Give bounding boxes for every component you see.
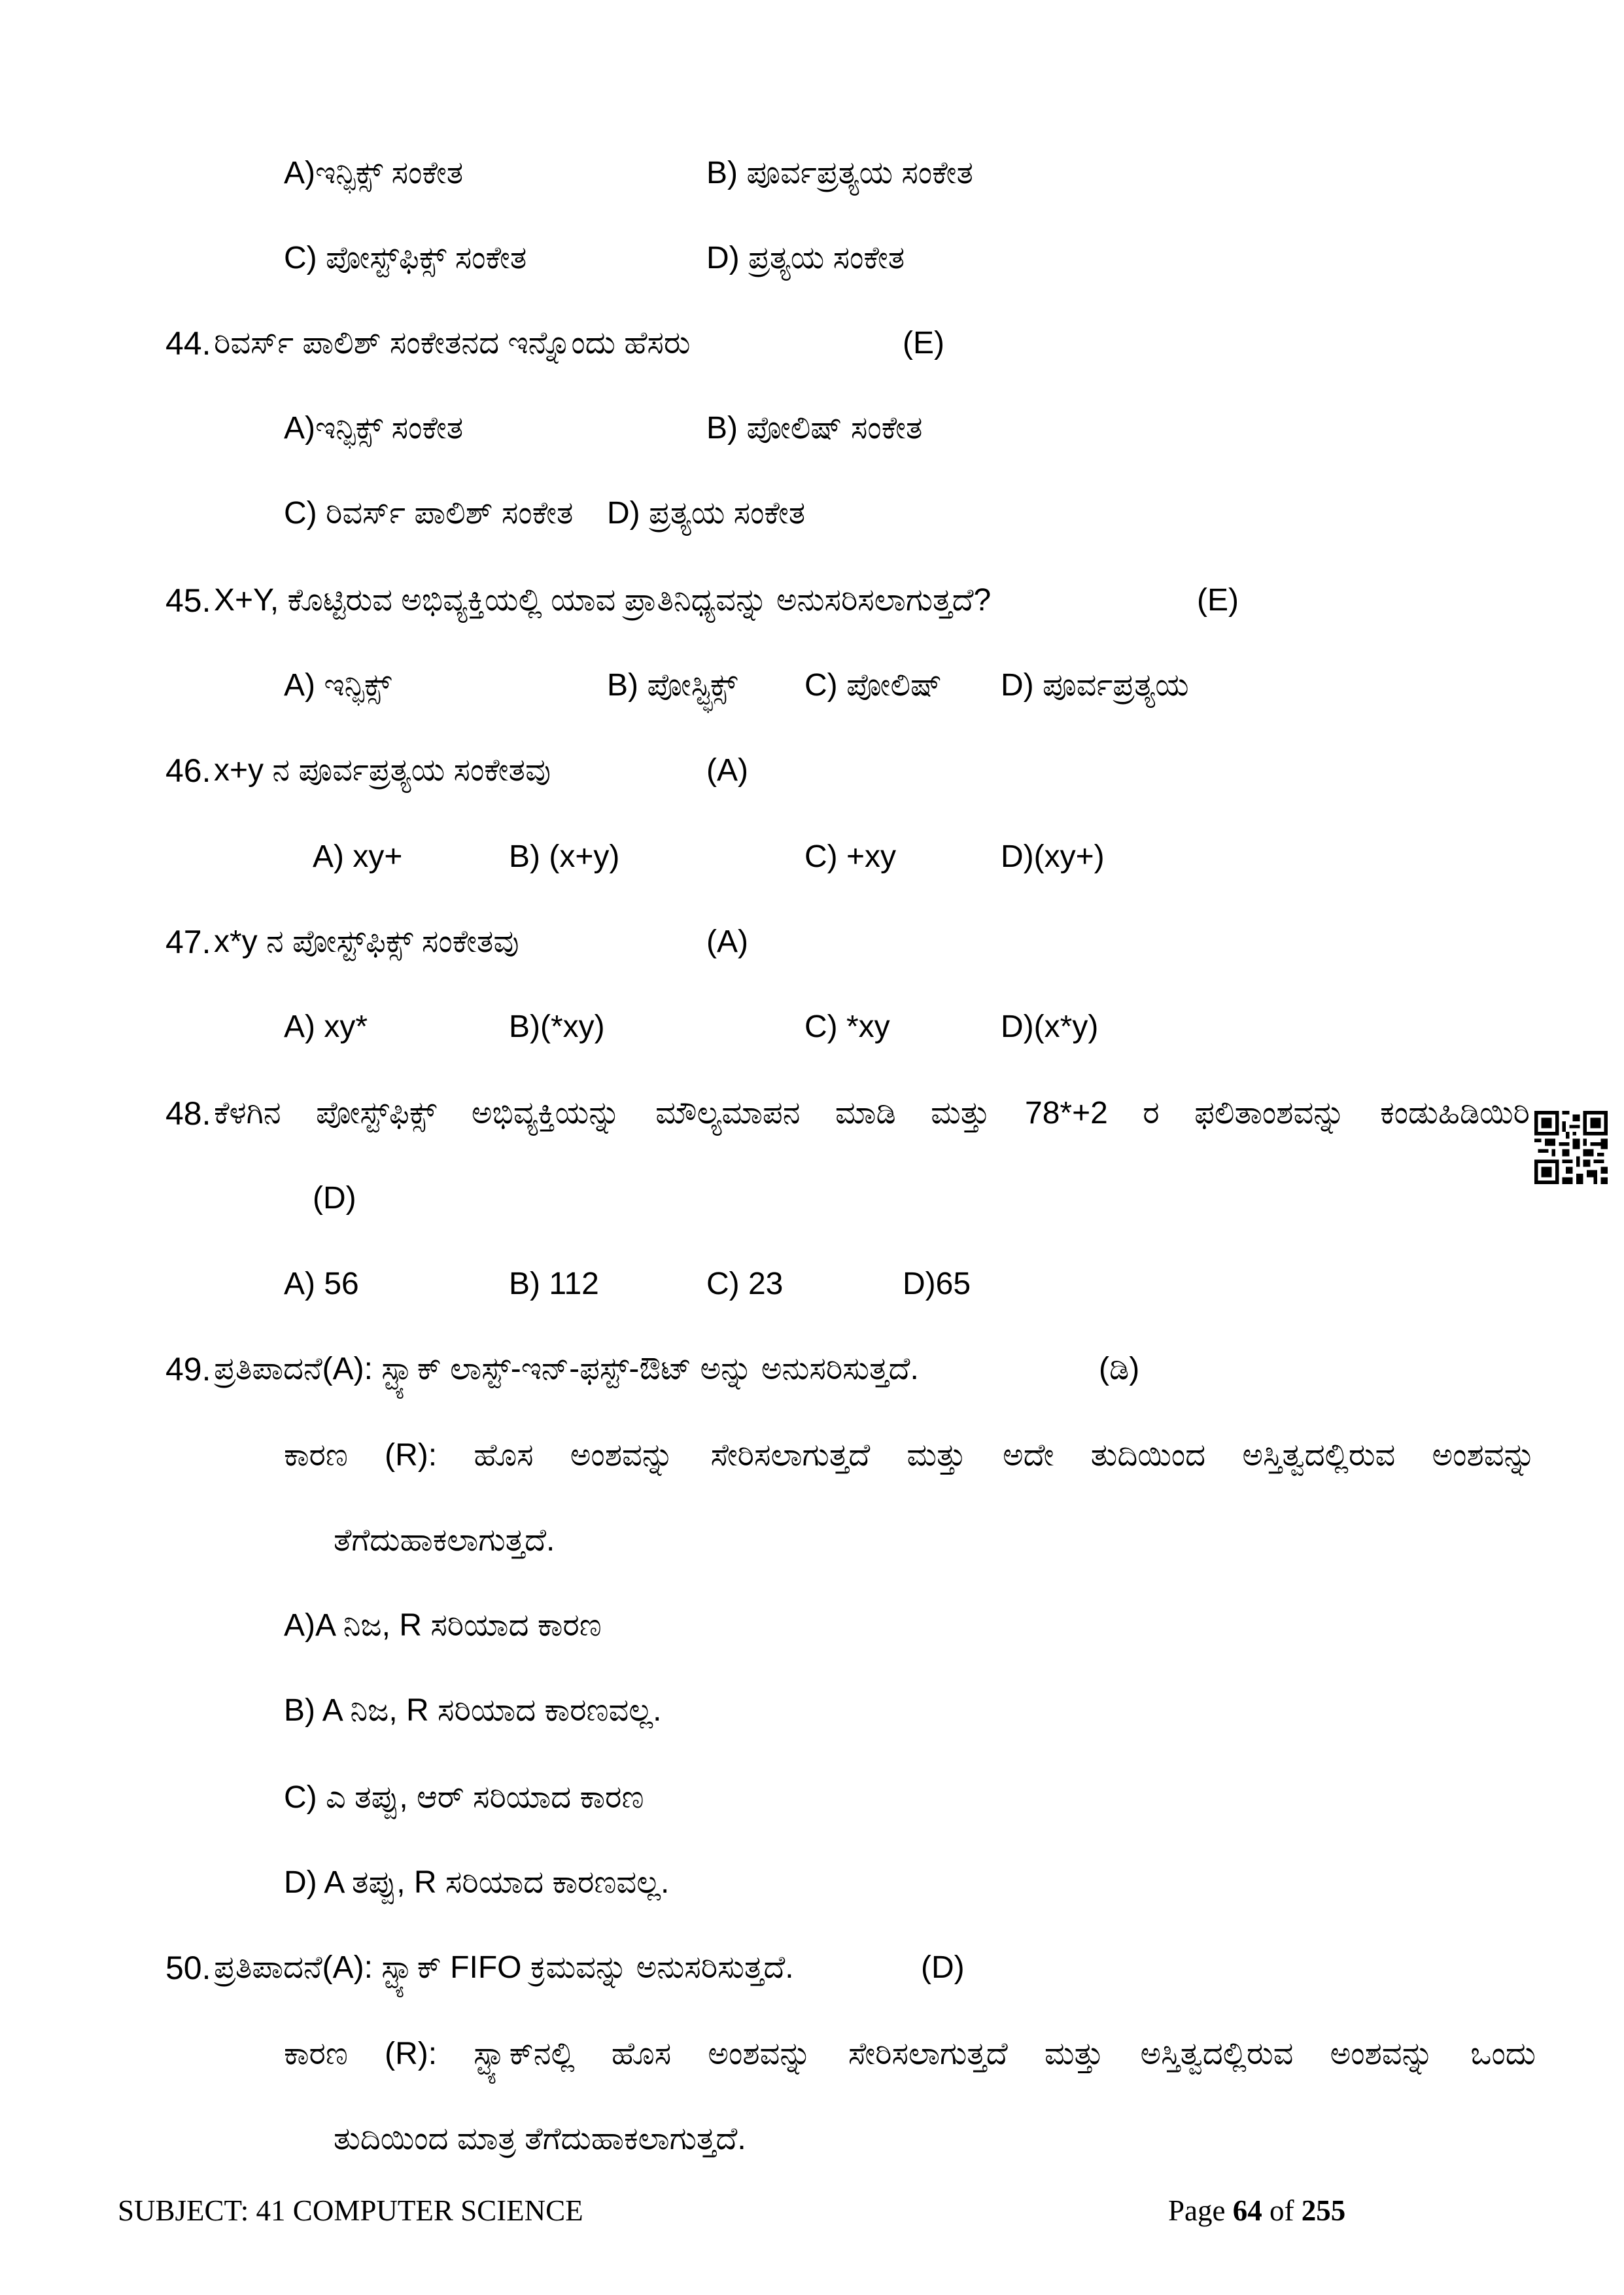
q45-option-d: D) ಪೂರ್ವಪ್ರತ್ಯಯ	[1001, 668, 1189, 703]
q48-option-a: A) 56	[284, 1267, 359, 1301]
q50-reason-line2: ತುದಿಯಿಂದ ಮಾತ್ರ ತೆಗೆದುಹಾಕಲಾಗುತ್ತದೆ.	[334, 2122, 746, 2156]
q50-reason-line1: ಕಾರಣ (R): ಸ್ಟ್ಯಾಕ್‌ನಲ್ಲಿ ಹೊಸ ಅಂಶವನ್ನು ಸೇರಿಸಲಾಗುತ್ತದೆ ಮತ್ತು ಅಸ್ತಿತ್ವದಲ್ಲಿರುವ ಅಂಶವನ್ನು ಒಂದು	[284, 2037, 1536, 2071]
q49-answer: (ಡಿ)	[1099, 1352, 1140, 1386]
q50-answer: (D)	[921, 1950, 965, 1985]
q48-number: 48.	[165, 1095, 211, 1132]
q47-number: 47.	[165, 924, 211, 960]
q45-option-b: B) ಪೋಸ್ಟ್ಫಿಕ್ಸ್	[607, 668, 738, 703]
q46-option-d: D)(xy+)	[1001, 839, 1105, 874]
q44-text: ರಿವರ್ಸ್ ಪಾಲಿಶ್ ಸಂಕೇತನದ ಇನ್ನೊಂದು ಹೆಸರು	[214, 326, 691, 360]
q49-option-a: A)A ನಿಜ, R ಸರಿಯಾದ ಕಾರಣ	[284, 1608, 602, 1643]
q49-reason-line2: ತೆಗೆದುಹಾಕಲಾಗುತ್ತದೆ.	[334, 1523, 555, 1558]
q48-text: ಕೆಳಗಿನ ಪೋಸ್ಟ್‌ಫಿಕ್ಸ್ ಅಭಿವ್ಯಕ್ತಿಯನ್ನು ಮೌಲ್ಯಮಾಪನ ಮಾಡಿ ಮತ್ತು 78*+2 ರ ಫಲಿತಾಂಶವನ್ನು ಕಂಡುಹಿಡಿಯಿರಿ	[214, 1096, 1530, 1130]
q49-number: 49.	[165, 1351, 211, 1388]
q43-option-b: B) ಪೂರ್ವಪ್ರತ್ಯಯ ಸಂಕೇತ	[706, 156, 973, 190]
q46-text: x+y ನ ಪೂರ್ವಪ್ರತ್ಯಯ ಸಂಕೇತವು	[214, 753, 551, 788]
q46-number: 46.	[165, 752, 211, 789]
q47-answer: (A)	[706, 924, 748, 959]
q45-option-a: A) ಇನ್ಫಿಕ್ಸ್	[284, 668, 392, 703]
q44-option-d: D) ಪ್ರತ್ಯಯ ಸಂಕೇತ	[607, 496, 806, 531]
q46-option-b: B) (x+y)	[509, 839, 620, 874]
footer-subject: SUBJECT: 41 COMPUTER SCIENCE	[118, 2194, 583, 2227]
footer-page-prefix: Page	[1168, 2194, 1233, 2227]
q48-answer: (D)	[313, 1181, 356, 1216]
q47-text: x*y ನ ಪೋಸ್ಟ್‌ಫಿಕ್ಸ್ ಸಂಕೇತವು	[214, 924, 519, 959]
q45-text: X+Y, ಕೊಟ್ಟಿರುವ ಅಭಿವ್ಯಕ್ತಿಯಲ್ಲಿ ಯಾವ ಪ್ರಾತಿನಿಧ್ಯವನ್ನು ಅನುಸರಿಸಲಾಗುತ್ತದೆ?	[214, 583, 992, 618]
q44-option-c: C) ರಿವರ್ಸ್ ಪಾಲಿಶ್ ಸಂಕೇತ	[284, 496, 574, 531]
q49-reason-line1: ಕಾರಣ (R): ಹೊಸ ಅಂಶವನ್ನು ಸೇರಿಸಲಾಗುತ್ತದೆ ಮತ್ತು ಅದೇ ತುದಿಯಿಂದ ಅಸ್ತಿತ್ವದಲ್ಲಿರುವ ಅಂಶವನ್ನು	[284, 1438, 1536, 1473]
q45-option-c: C) ಪೋಲಿಷ್	[804, 668, 942, 703]
q46-option-c: C) +xy	[804, 839, 897, 874]
q46-option-a: A) xy+	[313, 839, 403, 874]
q44-option-a: A)ಇನ್ಫಿಕ್ಸ್ ಸಂಕೇತ	[284, 411, 464, 446]
q47-option-b: B)(*xy)	[509, 1009, 605, 1044]
q48-option-c: C) 23	[706, 1267, 784, 1301]
footer-page-total: 255	[1301, 2194, 1346, 2227]
q50-text: ಪ್ರತಿಪಾದನೆ(A): ಸ್ಟ್ಯಾಕ್ FIFO ಕ್ರಮವನ್ನು ಅನುಸರಿಸುತ್ತದೆ.	[214, 1950, 794, 1985]
footer-page-current: 64	[1232, 2194, 1262, 2227]
q44-option-b: B) ಪೋಲಿಷ್ ಸಂಕೇತ	[706, 411, 923, 446]
q45-number: 45.	[165, 582, 211, 619]
q49-option-c: C) ಎ ತಪ್ಪು, ಆರ್ ಸರಿಯಾದ ಕಾರಣ	[284, 1780, 644, 1815]
q49-text: ಪ್ರತಿಪಾದನೆ(A): ಸ್ಟ್ಯಾಕ್ ಲಾಸ್ಟ್-ಇನ್-ಫಸ್ಟ್-ಔಟ್ ಅನ್ನು ಅನುಸರಿಸುತ್ತದೆ.	[214, 1352, 919, 1386]
footer-page-number	[1168, 2194, 1345, 2228]
q43-option-a: A)ಇನ್ಫಿಕ್ಸ್ ಸಂಕೇತ	[284, 156, 464, 190]
q47-option-c: C) *xy	[804, 1009, 890, 1044]
q44-answer: (E)	[903, 326, 944, 360]
q43-option-d: D) ಪ್ರತ್ಯಯ ಸಂಕೇತ	[706, 241, 905, 275]
footer-page-of: of	[1262, 2194, 1302, 2227]
q50-number: 50.	[165, 1950, 211, 1986]
q46-answer: (A)	[706, 753, 748, 788]
qr-code	[1534, 1111, 1608, 1184]
q48-option-d: D)65	[903, 1267, 971, 1301]
q49-option-d: D) A ತಪ್ಪು, R ಸರಿಯಾದ ಕಾರಣವಲ್ಲ.	[284, 1865, 670, 1900]
q43-option-c: C) ಪೋಸ್ಟ್‌ಫಿಕ್ಸ್ ಸಂಕೇತ	[284, 241, 527, 275]
q45-answer: (E)	[1197, 583, 1239, 618]
q49-option-b: B) A ನಿಜ, R ಸರಿಯಾದ ಕಾರಣವಲ್ಲ.	[284, 1693, 662, 1728]
q48-option-b: B) 112	[509, 1267, 599, 1301]
q47-option-a: A) xy*	[284, 1009, 368, 1044]
q44-number: 44.	[165, 325, 211, 362]
q47-option-d: D)(x*y)	[1001, 1009, 1099, 1044]
